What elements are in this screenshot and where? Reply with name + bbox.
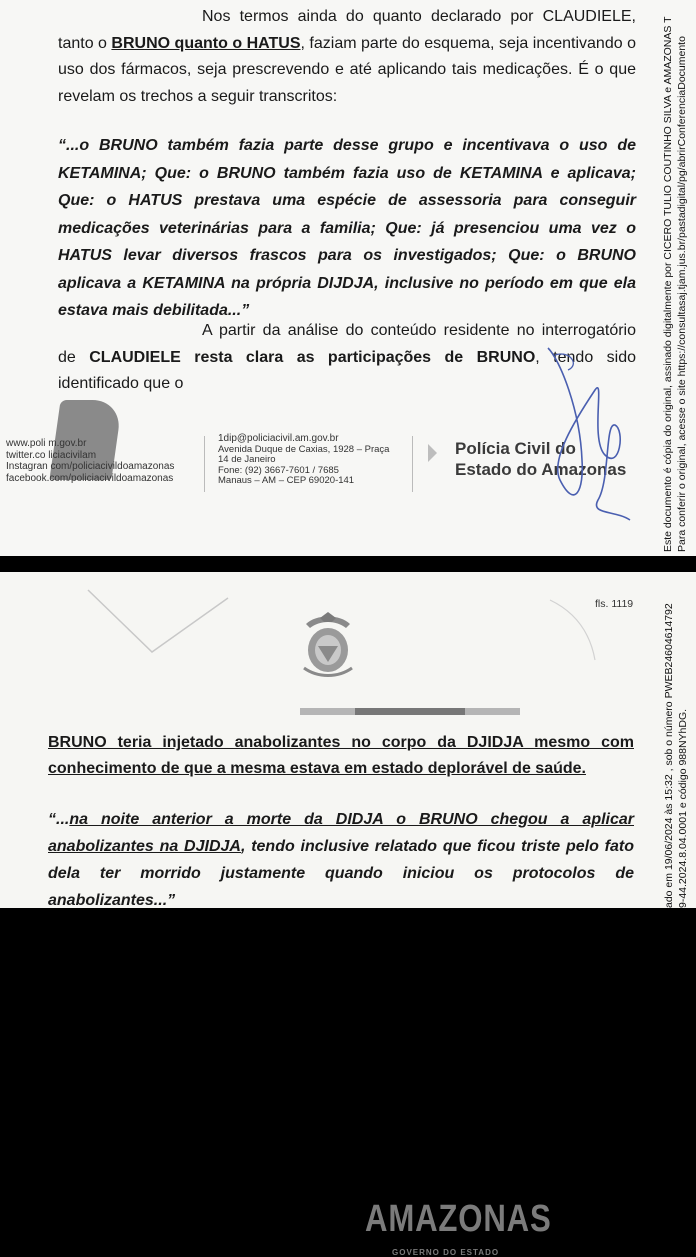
- logo-color-bar: [300, 708, 520, 715]
- footer-separator-2: [412, 436, 413, 492]
- footer-website: www.poli m.gov.br: [6, 438, 87, 449]
- footer-square: 14 de Janeiro: [218, 454, 276, 465]
- quoted-testimony: “...o BRUNO também fazia parte desse grupo e incentivava o uso de KETAMINA; Que: o BRUNO também fazia uso de KETAMINA e aplicava; Que: o HATUS prestava uma espécie de assessoria para conseguir medicações veterinárias para a familia; Que: já presenciou uma vez o HATUS levar diversos frascos para os investigados; Que: o BRUNO aplicava a KETAMINA na própria DIJDJA, inclusive no período em que ela estava mais debilitada...”: [58, 137, 636, 319]
- footer-twitter: twitter.co liciacivilam: [6, 449, 97, 461]
- process-code-notice: 9-44.2024.8.04.0001 e código 988NYhDG.: [677, 708, 689, 908]
- folio-number: fls. 1119: [595, 598, 634, 610]
- signature-date-notice: ado em 19/06/2024 às 15:32 , sob o número PWEB24604614792: [663, 603, 675, 908]
- chevron-right-icon: [428, 444, 437, 462]
- paragraph-lead-text: Nos termos ainda do quanto declarado por CLAUDIELE, tanto o: [58, 8, 636, 52]
- paragraph-claudiele-statement: [58, 4, 636, 110]
- footer-facebook: facebook.com/policiacivildoamazonas: [6, 472, 174, 484]
- page-separator: [0, 556, 696, 572]
- analysis-rest-text: , tendo sido identificado que o: [58, 348, 636, 392]
- analysis-lead-text: A partir da análise do conteúdo residente no interrogatório de: [58, 322, 636, 366]
- footer-instagram: Instagran com/policiacivildoamazonas: [6, 461, 175, 472]
- signature-scribble: [520, 330, 650, 540]
- section-heading: BRUNO teria injetado anabolizantes no corpo da DJIDJA mesmo com conhecimento de que a mesma estava em estado deplorável de saúde.: [48, 734, 634, 777]
- bruno-hatus-emphasis: BRUNO quanto o HATUS: [111, 34, 301, 52]
- footer-city-cep: Manaus – AM – CEP 69020-141: [218, 475, 355, 486]
- footer-email: 1dip@policiacivil.am.gov.br: [218, 433, 339, 444]
- digital-signature-notice: Este documento é cópia do original, assinado digitalmente por CICERO TULIO COUTINHO SILVA e AMAZONAS T: [662, 16, 674, 552]
- footer-street: Avenida Duque de Caxias, 1928 – Praça: [218, 443, 390, 455]
- footer-phone: Fone: (92) 3667-7601 / 7685: [218, 464, 339, 476]
- quote-underlined-text: na noite anterior a morte da DIDJA o BRUNO chegou a aplicar anabolizantes na DJIDJA: [48, 811, 634, 855]
- org-name-line2: Estado do Amazonas: [455, 460, 627, 479]
- coat-of-arms-icon: [300, 612, 356, 682]
- document-page-2: [0, 572, 696, 1257]
- analysis-bold-text: CLAUDIELE resta clara as participações de BRUNO: [89, 348, 536, 366]
- quote-rest-text: , tendo inclusive relatado que ficou triste pelo fato dela ter morrido justamente quando iniciou os protocolos de anabolizantes...”: [48, 838, 634, 909]
- amazonas-logo-title: AMAZONAS: [365, 1198, 552, 1240]
- org-name-line1: Polícia Civil do: [455, 439, 576, 458]
- paragraph-rest-text: , faziam parte do esquema, seja incentivando o uso dos fármacos, seja prescrevendo e até aplicando tais medicações. É o que revelam os trechos a seguir transcritos:: [58, 34, 636, 105]
- document-page-1: [0, 0, 696, 556]
- quoted-testimony-2: [48, 806, 634, 914]
- quote-open-mark: “...: [48, 811, 70, 828]
- verification-url-notice: Para conferir o original, acesse o site https://consultasaj.tjam.jus.br/pastadigital/pg/abrirConferenciaDocumento: [676, 36, 688, 552]
- footer-address: [218, 434, 389, 487]
- footer-separator: [204, 436, 205, 492]
- amazonas-logo-subtitle: GOVERNO DO ESTADO: [392, 1248, 500, 1257]
- footer-social-links: [6, 438, 174, 484]
